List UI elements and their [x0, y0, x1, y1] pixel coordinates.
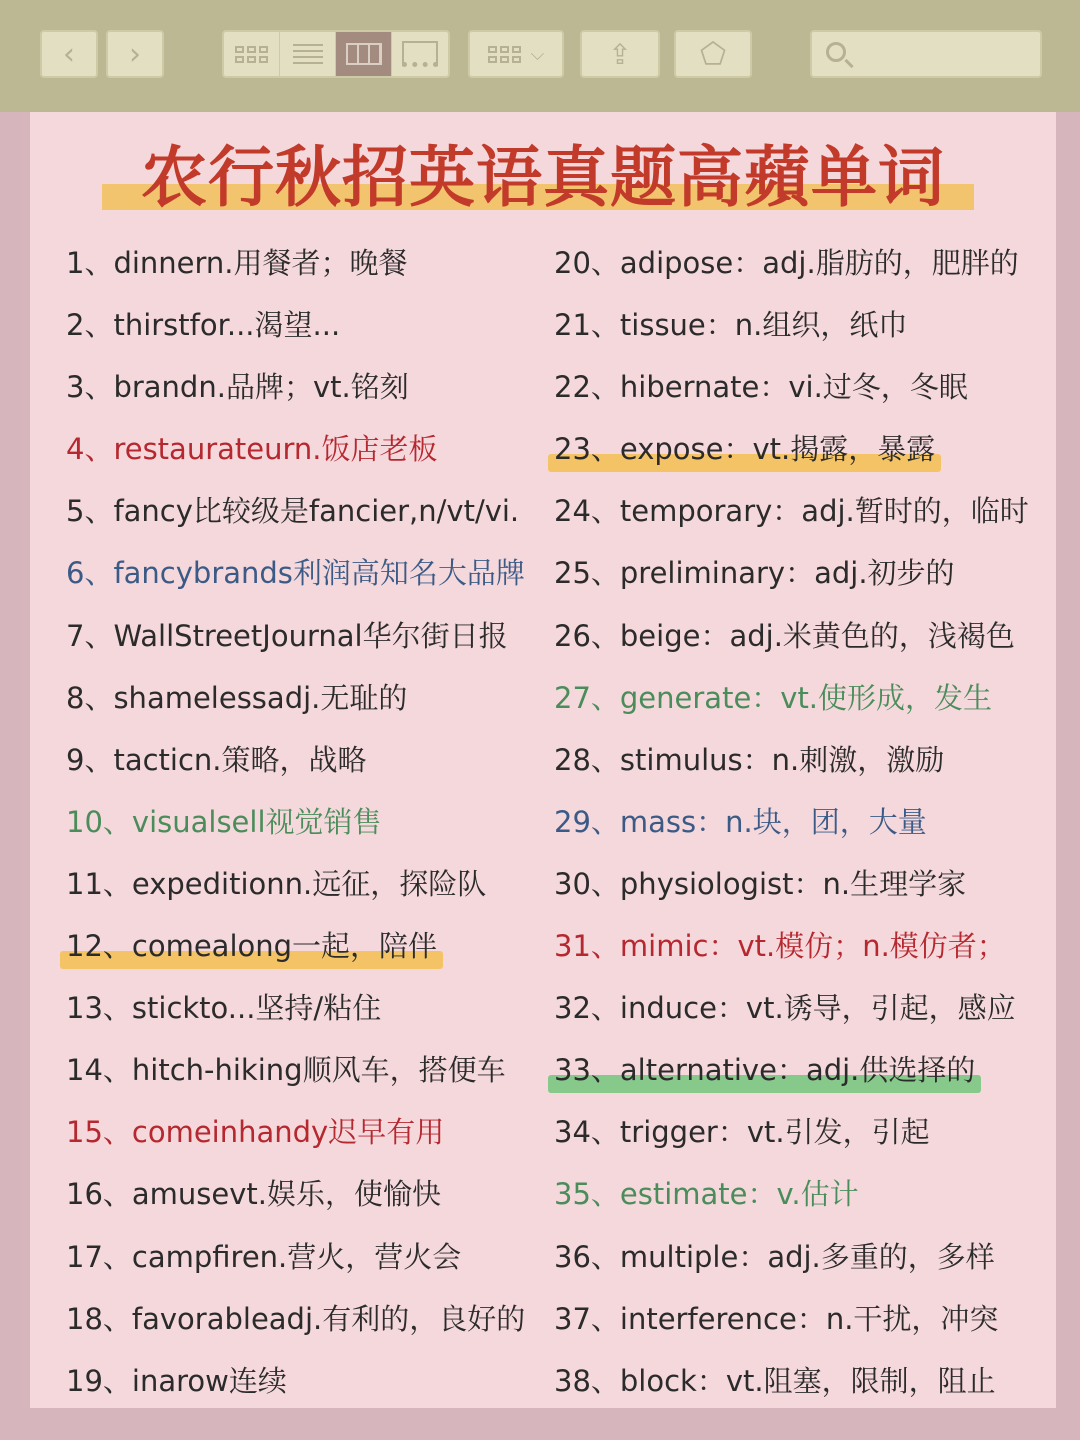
column-view-icon: [346, 43, 382, 65]
grid-view-button[interactable]: [224, 32, 280, 76]
vocab-list-item: [554, 791, 1054, 853]
vocab-list-item: [66, 1039, 546, 1101]
vocab-list-item: [554, 1288, 1054, 1350]
vocab-list-left: [66, 232, 546, 1412]
vocab-list-item: [554, 1039, 1054, 1101]
vocab-list-item: [554, 1101, 1054, 1163]
vocab-entry-text: 29、mass：n.块，团，大量: [554, 804, 927, 839]
vocab-list-item: [554, 977, 1054, 1039]
forward-button[interactable]: [106, 30, 164, 78]
vocab-list-item: [554, 480, 1054, 542]
vocab-entry-text: 27、generate：vt.使形成，发生: [554, 680, 993, 715]
vocab-list-right: [554, 232, 1054, 1412]
vocab-list-item: [554, 1163, 1054, 1225]
vocab-entry-text: 31、mimic：vt.模仿；n.模仿者；: [554, 929, 1006, 964]
view-mode-segmented-control: [222, 30, 450, 78]
vocab-list-item: [554, 418, 1054, 480]
vocab-list-item: [66, 1163, 546, 1225]
vocab-entry-text: 22、hibernate：vi.过冬，冬眠: [554, 370, 968, 405]
vocab-list-item: [554, 542, 1054, 604]
vocab-list-item: [66, 418, 546, 480]
vocab-entry-text: 34、trigger：vt.引发，引起: [554, 1115, 930, 1150]
vocab-entry-text: 14、hitch-hiking顺风车，搭便车: [66, 1053, 506, 1088]
vocab-entry-text: 9、tacticn.策略，战略: [66, 742, 367, 777]
vocab-entry-text: 15、comeinhandy迟早有用: [66, 1115, 445, 1150]
tag-button[interactable]: [674, 30, 752, 78]
vocab-list-item: [66, 232, 546, 294]
vocab-list-item: [554, 294, 1054, 356]
chevron-right-icon: ›: [129, 36, 141, 72]
vocab-entry-text: 8、shamelessadj.无耻的: [66, 680, 408, 715]
vocab-entry-text: 11、expeditionn.远征，探险队: [66, 866, 487, 901]
vocab-entry-text: 33、alternative：adj.供选择的: [554, 1053, 976, 1088]
grid-view-icon: [235, 46, 268, 63]
vocab-entry-text: 24、temporary：adj.暂时的，临时: [554, 494, 1029, 529]
vocab-entry-text: 26、beige：adj.米黄色的，浅褐色: [554, 618, 1015, 653]
vocab-list-item: [554, 1226, 1054, 1288]
vocab-entry-text: 5、fancy比较级是fancier,n/vt/vi.: [66, 494, 520, 529]
vocab-list-item: [66, 791, 546, 853]
vocab-entry-text: 4、restaurateurn.饭店老板: [66, 432, 438, 467]
vocab-entry-text: 2、thirstfor...渴望...: [66, 308, 341, 343]
chevron-left-icon: ‹: [63, 36, 75, 72]
vocab-list-item: [554, 232, 1054, 294]
page-title: 农行秋招英语真题高蘋单词: [141, 138, 945, 216]
vocab-list-item: [66, 667, 546, 729]
vocab-list-item: [66, 1288, 546, 1350]
title-block: [30, 132, 1056, 222]
vocab-list-item: [66, 1350, 546, 1412]
vocab-entry-text: 21、tissue：n.组织，纸巾: [554, 308, 908, 343]
vocab-list-item: [66, 605, 546, 667]
vocab-list-item: [66, 729, 546, 791]
toolbar: [0, 0, 1080, 112]
group-by-icon: [488, 46, 521, 63]
vocab-entry-text: 23、expose：vt.揭露，暴露: [554, 432, 936, 467]
vocab-entry-text: 36、multiple：adj.多重的，多样: [554, 1239, 995, 1274]
vocab-entry-text: 19、inarow连续: [66, 1363, 287, 1398]
list-view-icon: [293, 44, 323, 64]
vocab-list-item: [554, 356, 1054, 418]
note-page: [30, 112, 1056, 1408]
chevron-down-icon: ⌵: [530, 43, 545, 65]
vocab-entry-text: 6、fancybrands利润高知名大品牌: [66, 556, 525, 591]
share-button[interactable]: [580, 30, 660, 78]
vocab-entry-text: 32、induce：vt.诱导，引起，感应: [554, 991, 1016, 1026]
vocab-entry-text: 1、dinnern.用餐者；晚餐: [66, 246, 408, 280]
vocab-entry-text: 38、block：vt.阻塞，限制，阻止: [554, 1363, 996, 1398]
vocab-list-item: [554, 729, 1054, 791]
back-button[interactable]: [40, 30, 98, 78]
gallery-view-icon: [402, 41, 438, 67]
vocab-list-item: [66, 1101, 546, 1163]
search-input[interactable]: [810, 30, 1042, 78]
list-view-button[interactable]: [280, 32, 336, 76]
vocab-entry-text: 12、comealong一起，陪伴: [66, 929, 438, 964]
vocab-list-item: [554, 853, 1054, 915]
vocab-list-item: [554, 605, 1054, 667]
vocab-list-item: [66, 853, 546, 915]
vocab-list-item: [66, 294, 546, 356]
vocab-entry-text: 35、estimate：v.估计: [554, 1177, 859, 1212]
column-view-button[interactable]: [336, 32, 392, 76]
vocab-list-item: [66, 1226, 546, 1288]
vocab-entry-text: 30、physiologist：n.生理学家: [554, 866, 967, 901]
share-icon: ⇪: [608, 37, 632, 71]
vocab-entry-text: 20、adipose：adj.脂肪的，肥胖的: [554, 246, 1019, 280]
vocab-list-item: [66, 356, 546, 418]
vocab-entry-text: 17、campfiren.营火，营火会: [66, 1239, 462, 1274]
vocab-entry-text: 16、amusevt.娱乐，使愉快: [66, 1177, 442, 1212]
gallery-view-button[interactable]: [392, 32, 448, 76]
vocab-entry-text: 7、WallStreetJournal华尔街日报: [66, 618, 508, 653]
tag-icon: ⬠: [699, 36, 727, 72]
vocab-list-item: [66, 480, 546, 542]
vocab-list-item: [66, 542, 546, 604]
vocab-list-item: [554, 915, 1054, 977]
vocab-entry-text: 18、favorableadj.有利的，良好的: [66, 1301, 526, 1336]
group-by-button[interactable]: [468, 30, 564, 78]
vocab-entry-text: 3、brandn.品牌；vt.铭刻: [66, 370, 409, 405]
vocab-list-item: [66, 977, 546, 1039]
vocab-entry-text: 13、stickto...坚持/粘住: [66, 991, 382, 1026]
vocab-entry-text: 28、stimulus：n.刺激，激励: [554, 742, 945, 777]
vocab-list-item: [554, 667, 1054, 729]
vocab-list-item: [66, 915, 546, 977]
vocab-entry-text: 25、preliminary：adj.初步的: [554, 556, 955, 591]
vocab-entry-text: 10、visualsell视觉销售: [66, 804, 382, 839]
vocab-list-item: [554, 1350, 1054, 1412]
vocab-entry-text: 37、interference：n.干扰，冲突: [554, 1301, 999, 1336]
